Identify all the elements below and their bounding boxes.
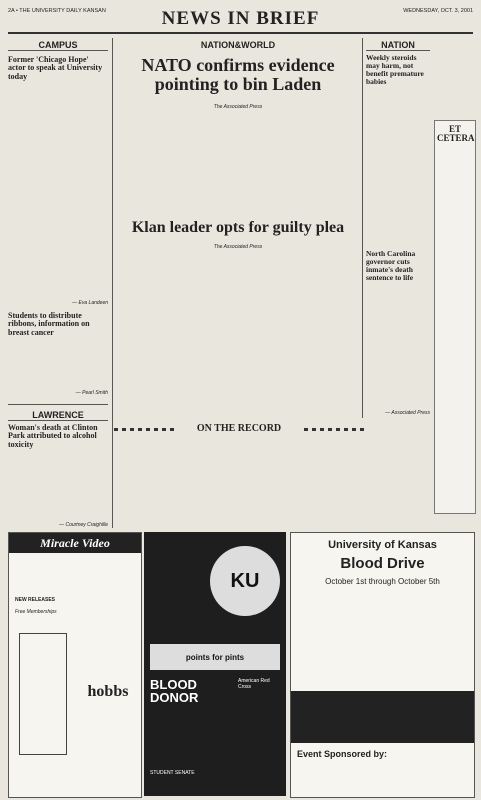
new-releases-label: NEW RELEASES xyxy=(15,597,56,603)
nation-story2-body xyxy=(366,278,430,408)
wave-decoration xyxy=(114,428,174,431)
campus-story1-body xyxy=(8,82,108,296)
blood-drive-university: University of Kansas xyxy=(328,539,437,551)
lawrence-headline: Woman's death at Clinton Park attributed to alcohol toxicity xyxy=(8,423,98,449)
blood-drive-cta xyxy=(297,653,468,687)
masthead xyxy=(8,6,473,34)
et-cetera-box xyxy=(434,120,476,514)
record-col-3 xyxy=(314,440,430,526)
student-senate-label: STUDENT SENATE xyxy=(150,770,195,776)
sponsors-list xyxy=(297,761,468,793)
nato-headline: NATO confirms evidence pointing to bin Laden xyxy=(141,55,335,94)
record-col-2 xyxy=(214,440,310,526)
ku-ad-left-text xyxy=(150,542,204,626)
blood-drive-promo xyxy=(297,695,468,739)
masthead-date: WEDNESDAY, OCT. 3, 2001 xyxy=(403,8,473,14)
nation-story2-headline: North Carolina governor cuts inmate's death sentence to life xyxy=(366,249,416,282)
on-the-record-heading: ON THE RECORD xyxy=(196,423,282,434)
masthead-left: 2A • THE UNIVERSITY DAILY KANSAN xyxy=(8,8,106,14)
nation-story1-body xyxy=(366,82,430,242)
klan-headline: Klan leader opts for guilty plea xyxy=(131,219,345,236)
cartoon-figure-icon xyxy=(19,633,67,755)
miracle-video-line1 xyxy=(15,559,135,575)
column-rule xyxy=(362,38,363,418)
nation-world-kicker: NATION&WORLD xyxy=(200,40,276,50)
campus-story1-headline: Former 'Chicago Hope' actor to speak at University today xyxy=(8,55,103,81)
blood-drive-dates: October 1st through October 5th xyxy=(325,577,440,586)
ku-blood-donor-ad xyxy=(144,532,286,796)
et-cetera-heading: ET CETERA xyxy=(437,124,475,144)
divider xyxy=(8,404,108,405)
blood-drive-title: Blood Drive xyxy=(340,555,425,572)
lawrence-kicker: LAWRENCE xyxy=(8,410,108,421)
blood-donor-title: BLOOD DONOR xyxy=(150,677,199,705)
blood-drive-schedule xyxy=(297,591,468,651)
nation-story1-headline: Weekly steroids may harm, not benefit premature babies xyxy=(366,53,424,86)
red-cross-logo: American Red Cross xyxy=(238,678,270,690)
nation-story2-byline: — Associated Press xyxy=(385,410,430,416)
miracle-video-line2 xyxy=(15,577,135,593)
section-title: NEWS IN BRIEF xyxy=(161,8,320,29)
lawrence-byline: — Courtney Craighille xyxy=(59,522,108,528)
lawrence-body xyxy=(8,450,108,520)
campus-story2-body xyxy=(8,340,108,386)
campus-story2-byline: — Pearl Smith xyxy=(75,390,108,396)
nato-byline: The Associated Press xyxy=(213,104,263,110)
nation-kicker: NATION xyxy=(366,40,430,51)
miracle-video-title: Miracle Video xyxy=(40,536,110,550)
ku-logo: KU xyxy=(210,546,280,616)
klan-body xyxy=(118,252,358,412)
blood-drive-ad xyxy=(290,532,475,798)
campus-kicker: CAMPUS xyxy=(8,40,108,51)
wave-decoration xyxy=(304,428,364,431)
hobbs-logo: hobbs xyxy=(87,683,129,700)
free-memberships-label: Free Memberships xyxy=(15,609,57,615)
points-for-pints-banner: points for pints xyxy=(150,644,280,670)
campus-story2-headline: Students to distribute ribbons, information on breast cancer xyxy=(8,311,90,337)
klan-byline: The Associated Press xyxy=(213,244,263,250)
campus-story1-byline: — Eva Landeen xyxy=(72,300,108,306)
record-col-1 xyxy=(114,440,210,526)
et-cetera-body xyxy=(438,155,472,505)
sponsors-heading: Event Sponsored by: xyxy=(297,749,388,759)
nato-body xyxy=(118,112,358,212)
column-rule xyxy=(112,38,113,528)
miracle-video-ad xyxy=(8,532,142,798)
